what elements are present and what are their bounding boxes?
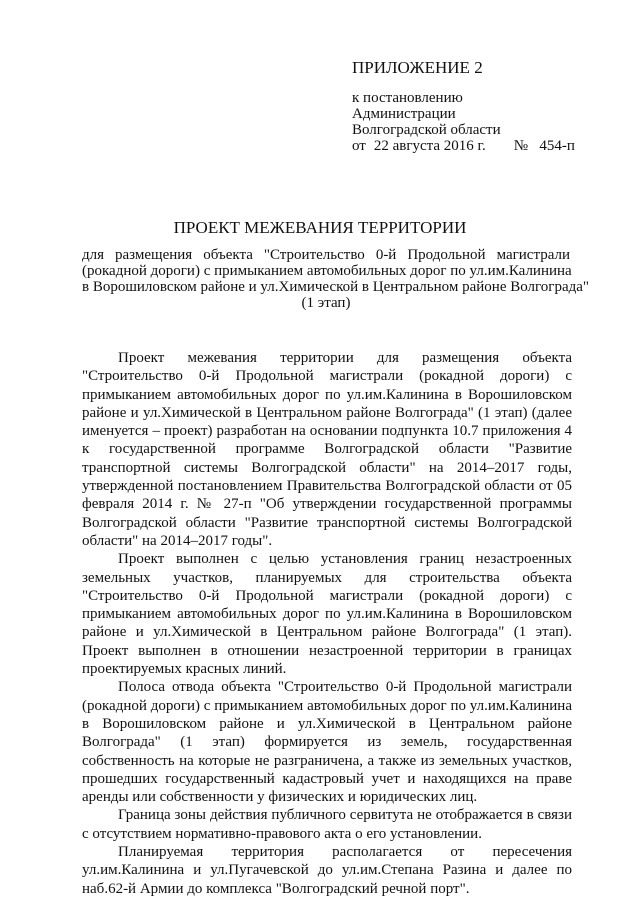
decree-number: 454-п <box>539 138 575 154</box>
paragraph-2: Проект выполнен с целью установления границ незастроенных земельных участков, планируемых для строительства объекта "Строительство 0-й Продольной магистрали (рокадной дороги) с примыканием автомобильных дорог по ул.им.Калинина в Ворошиловском районе и ул.Химической в Центральном районе Волгограда" (1 этап). Проект выполнен в отношении незастроенной территории в границах проектируемых красных линий. <box>82 551 572 678</box>
document-title: ПРОЕКТ МЕЖЕВАНИЯ ТЕРРИТОРИИ <box>173 218 467 237</box>
annex-line-1: к постановлению <box>352 90 463 106</box>
subtitle-line-1: для размещения объекта "Строительство 0-й Продольной магистрали <box>82 247 570 263</box>
annex-line-3: Волгоградской области <box>352 122 501 138</box>
subtitle-line-3: в Ворошиловском районе и ул.Химической в Центральном районе Волгограда" <box>82 279 590 295</box>
number-sign: № <box>513 138 529 154</box>
paragraph-3: Полоса отвода объекта "Строительство 0-й Продольной магистрали (рокадной дороги) с примыканием автомобильных дорог по ул.им.Калинина в Ворошиловском районе и ул.Химической в Центральном районе Волгограда" (1 этап) формируется из земель, государственная собственность на которые не разграничена, а также из земельных участков, прошедших государственный кадастровый учет и находящихся на праве аренды или собственности у физических и юридических лиц. <box>82 679 572 806</box>
document-body <box>82 349 572 898</box>
paragraph-4: Граница зоны действия публичного сервитута не отображается в связи с отсутствием нормативно-правового акта о его установлении. <box>82 807 572 842</box>
annex-line-2: Администрации <box>352 106 456 122</box>
subtitle-line-2: (рокадной дороги) с примыканием автомобильных дорог по ул.им.Калинина <box>82 263 572 279</box>
paragraph-5: Планируемая территория располагается от пересечения ул.им.Калинина и ул.Пугачевской до ул.им.Степана Разина и далее по наб.62-й Армии до комплекса "Волгоградский речной порт". <box>82 844 572 897</box>
annex-date-line <box>352 138 575 155</box>
date-prefix: от <box>352 138 366 154</box>
subtitle-line-4: (1 этап) <box>301 295 351 311</box>
annex-title: ПРИЛОЖЕНИЕ 2 <box>352 58 483 77</box>
decree-date: 22 августа 2016 г. <box>373 138 486 154</box>
paragraph-1: Проект межевания территории для размещения объекта "Строительство 0-й Продольной магистрали (рокадной дороги) с примыканием автомобильных дорог по ул.им.Калинина в Ворошиловском районе и ул.Химической в Центральном районе Волгограда" (1 этап) (далее именуется – проект) разработан на основании подпункта 10.7 приложения 4 к государственной программе Волгоградской области "Развитие транспортной системы Волгоградской области" на 2014–2017 годы, утвержденной постановлением Правительства Волгоградской области от 05 февраля 2014 г. № 27-п "Об утверждении государственной программы Волгоградской области "Развитие транспортной системы Волгоградской области" на 2014–2017 годы". <box>82 350 572 549</box>
